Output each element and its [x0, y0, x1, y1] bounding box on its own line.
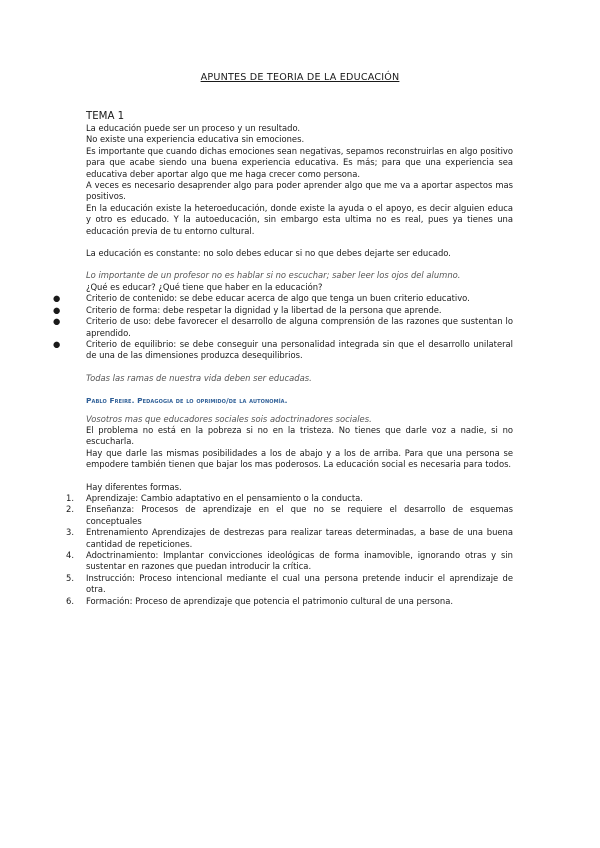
bullet-icon: ●	[53, 316, 61, 327]
list-item: ● Criterio de equilibrio: se debe conseguir una personalidad integrada sin que el desarrollo unilateral de una de las dimensiones produzca desequilibrios.	[53, 338, 513, 361]
intro-paragraph: Es importante que cuando dichas emociones sean negativas, sepamos reconstruirlas en algo positivo para que acabe siendo una buena experiencia educativa. Es más; para que una experiencia sea educativa deber aportar algo que me haga crecer como persona.	[86, 145, 513, 179]
list-number: 5.	[66, 572, 74, 583]
bullet-icon: ●	[53, 293, 61, 304]
intro-paragraph: La educación puede ser un proceso y un resultado.	[86, 123, 301, 133]
criterios-list	[53, 293, 513, 361]
section-heading-tema: TEMA 1	[86, 111, 125, 122]
list-number: 1.	[66, 492, 74, 503]
intro-paragraph: No existe una experiencia educativa sin emociones.	[86, 134, 305, 145]
quote-educadores: Vosotros mas que educadores sociales sois adoctrinadores sociales.	[86, 413, 372, 424]
bullet-icon: ●	[53, 304, 61, 315]
list-number: 4.	[66, 550, 74, 560]
question-line: ¿Qué es educar? ¿Qué tiene que haber en la educación?	[86, 281, 323, 292]
list-item: 5. Instrucción: Proceso intencional mediante el cual una persona pretende inducir el aprendizaje de otra.	[66, 572, 513, 595]
list-item: ● Criterio de contenido: se debe educar acerca de algo que tenga un buen criterio educativo.	[53, 293, 470, 304]
freire-paragraph: El problema no está en la pobreza si no en la tristeza. No tienes que darle voz a nadie, si no escucharla.	[86, 424, 513, 447]
formas-list	[66, 492, 513, 607]
quote-ramas: Todas las ramas de nuestra vida deben ser educadas.	[86, 372, 312, 383]
list-item: 6. Formación: Proceso de aprendizaje que potencia el patrimonio cultural de una persona.	[66, 595, 454, 606]
freire-heading: Pablo Freire. Pedagogia de lo oprimido/de la autonomía.	[86, 396, 288, 406]
bullet-icon: ●	[53, 338, 61, 349]
list-number: 2.	[66, 504, 74, 515]
intro-paragraph: A veces es necesario desaprender algo para poder aprender algo que me va a aportar aspectos mas positivos.	[86, 180, 513, 202]
list-item: 4. Adoctrinamiento: Implantar convicciones ideológicas de forma inamovible, ignorando otras y sin sustentar en razones que puedan introducir la crítica.	[66, 550, 513, 572]
intro-paragraph: En la educación existe la heteroeducación, donde existe la ayuda o el apoyo, es decir alguien educa y otro es educado. Y la autoeducación, sin embargo esta ultima no es real, pues ya tienes una educación previa de tu entorno cultural.	[86, 202, 513, 236]
formas-intro: Hay diferentes formas.	[86, 481, 182, 492]
list-number: 6.	[66, 595, 74, 606]
list-item: 3. Entrenamiento Aprendizajes de destrezas para realizar tareas determinadas, a base de una buena cantidad de repeticiones.	[66, 527, 513, 549]
constante-paragraph: La educación es constante: no solo debes educar si no que debes dejarte ser educado.	[86, 248, 451, 259]
freire-paragraph: Hay que darle las mismas posibilidades a los de abajo y a los de arriba. Para que una persona se empodere también tienen que bajar los mas poderosos. La educación social es necesaria para todos.	[86, 447, 513, 470]
quote-profesor: Lo importante de un profesor no es hablar si no escuchar; saber leer los ojos del alumno.	[86, 270, 461, 281]
document-body	[53, 111, 513, 607]
list-number: 3.	[66, 527, 74, 538]
list-item: ● Criterio de forma: debe respetar la dignidad y la libertad de la persona que aprende.	[53, 304, 442, 315]
list-item: 2. Enseñanza: Procesos de aprendizaje en el que no se requiere el desarrollo de esquemas conceptuales	[66, 504, 513, 526]
list-item: 1. Aprendizaje: Cambio adaptativo en el pensamiento o la conducta.	[66, 492, 363, 503]
document-title: APUNTES DE TEORIA DE LA EDUCACIÓN	[200, 72, 400, 83]
list-item: ● Criterio de uso: debe favorecer el desarrollo de alguna comprensión de las razones que sustentan lo aprendido.	[53, 316, 513, 338]
